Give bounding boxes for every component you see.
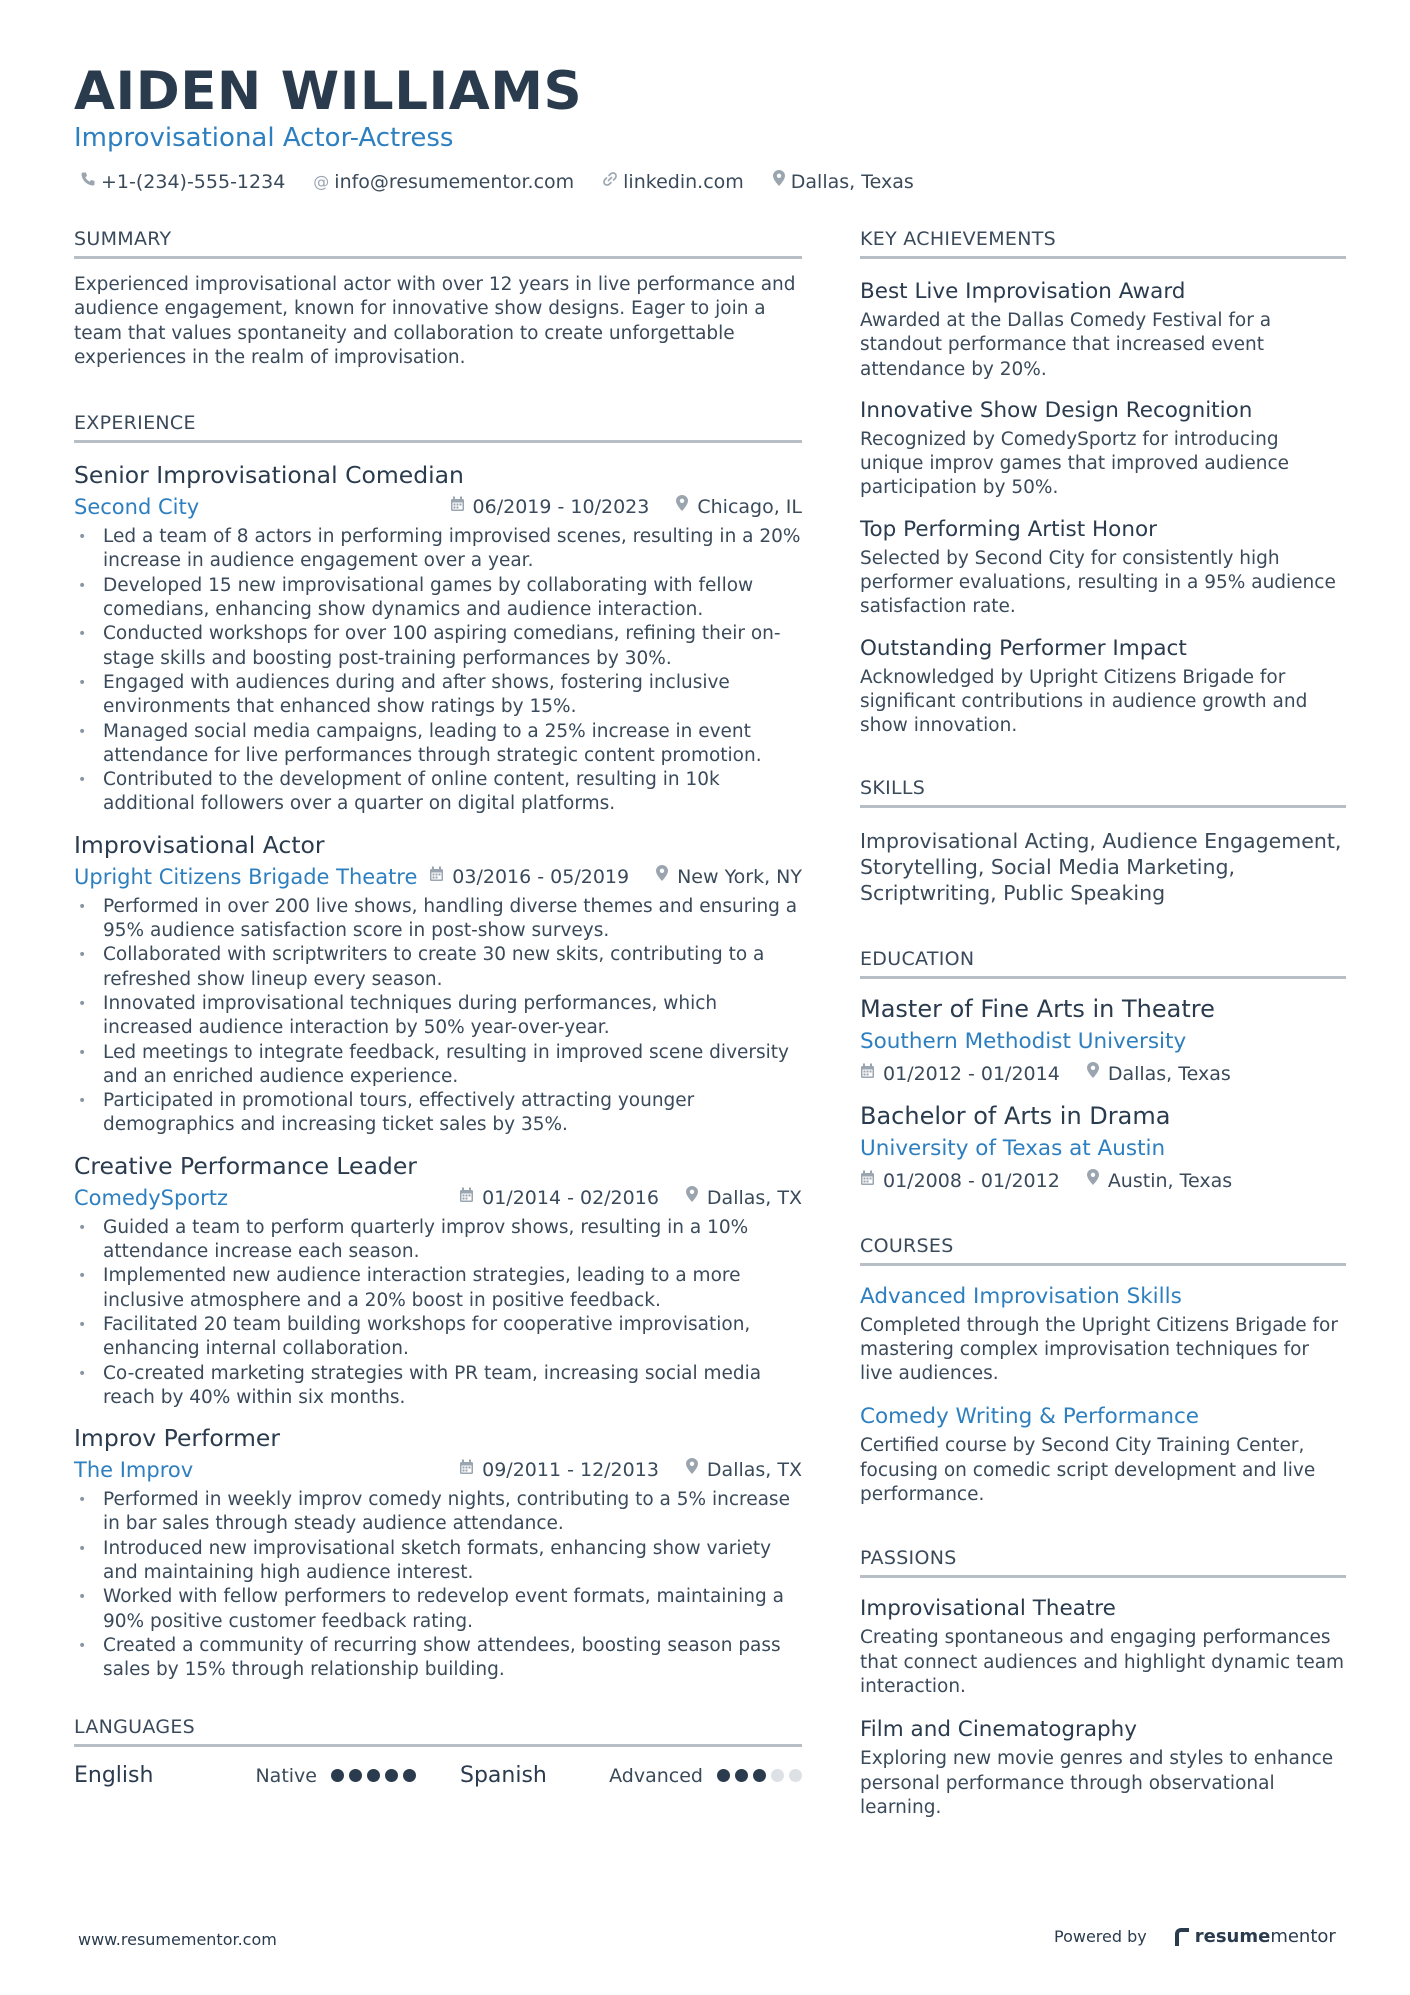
date-range <box>459 1182 659 1214</box>
date-range <box>450 491 650 523</box>
language-name: Spanish <box>460 1763 547 1789</box>
location-text: New York, NY <box>677 865 802 888</box>
date-text: 09/2011 - 12/2013 <box>482 1459 659 1482</box>
section-title-summary: SUMMARY <box>74 226 802 259</box>
proficiency-dot <box>331 1769 344 1782</box>
brand-bold: resume <box>1194 1926 1271 1947</box>
section-title-courses: COURSES <box>860 1233 1346 1266</box>
location-text: Chicago, IL <box>697 496 802 519</box>
brand-rest: mentor <box>1270 1926 1336 1947</box>
course-title: Comedy Writing & Performance <box>860 1404 1200 1430</box>
date-text: 01/2014 - 02/2016 <box>482 1186 659 1209</box>
contact-location <box>772 168 914 196</box>
date-text: 01/2012 - 01/2014 <box>883 1062 1060 1085</box>
passion-desc: Exploring new movie genres and styles to enhance personal performance through observational learning. <box>860 1748 1334 1818</box>
date-range <box>860 1058 1060 1090</box>
at-icon: @ <box>313 172 330 191</box>
bullet-item: • Managed social media campaigns, leading to a 25% increase in event attendance for live performances through strategic content promotion. <box>74 720 802 769</box>
education-entry <box>860 1100 1346 1197</box>
date-range <box>459 1454 659 1486</box>
language-level: Advanced <box>609 1764 703 1787</box>
passion-item <box>860 1715 1346 1820</box>
bullet-item: • Conducted workshops for over 100 aspiring comedians, refining their on-stage skills and boosting post-training performances by 30%. <box>74 622 802 671</box>
school-name: Southern Methodist University <box>860 1028 1187 1054</box>
job-meta <box>74 491 802 523</box>
footer-website[interactable]: www.resumementor.com <box>78 1930 277 1949</box>
meta-block <box>459 1454 802 1486</box>
calendar-icon <box>860 1058 875 1090</box>
degree-title: Master of Fine Arts in Theatre <box>860 994 1215 1023</box>
linkedin-text[interactable]: linkedin.com <box>623 171 744 193</box>
location <box>675 491 802 523</box>
skills-text: Improvisational Acting, Audience Engagement, Storytelling, Social Media Marketing, Scriptwriting, Public Speaking <box>860 828 1342 905</box>
brand-logo[interactable] <box>1175 1926 1336 1947</box>
date-text: 06/2019 - 10/2023 <box>472 496 650 519</box>
map-pin-icon <box>685 1454 699 1486</box>
experience-list <box>74 459 802 1682</box>
resumementor-logo-icon <box>1175 1928 1189 1946</box>
bullet-item: • Led meetings to integrate feedback, resulting in improved scene diversity and an enriched audience experience. <box>74 1041 802 1090</box>
bullet-item: • Collaborated with scriptwriters to create 30 new skits, contributing to a refreshed show lineup every season. <box>74 943 802 992</box>
bullet-item: • Introduced new improvisational sketch formats, enhancing show variety and maintaining high audience interest. <box>74 1537 802 1586</box>
location <box>1086 1165 1232 1197</box>
calendar-icon <box>429 861 444 893</box>
education-meta <box>860 1058 1346 1090</box>
bullet-item: • Performed in over 200 live shows, handling diverse themes and ensuring a 95% audience satisfaction score in post-show surveys. <box>74 895 802 944</box>
achievements-list <box>860 277 1346 739</box>
location <box>685 1454 802 1486</box>
location-text: Dallas, TX <box>706 1186 802 1209</box>
contact-phone <box>80 168 285 196</box>
contact-email[interactable] <box>313 168 574 196</box>
passion-desc: Creating spontaneous and engaging performances that connect audiences and highlight dynamic team interaction. <box>860 1627 1345 1697</box>
education-meta <box>860 1165 1346 1197</box>
bullet-item: • Co-created marketing strategies with PR team, increasing social media reach by 40% within six months. <box>74 1362 802 1411</box>
powered-by-text: Powered by <box>1054 1927 1147 1946</box>
map-pin-icon <box>655 861 669 893</box>
degree-title: Bachelor of Arts in Drama <box>860 1101 1171 1130</box>
location-text: Austin, Texas <box>1107 1169 1233 1192</box>
job-title: Improv Performer <box>74 1424 281 1453</box>
location <box>655 861 802 893</box>
calendar-icon <box>450 491 465 523</box>
experience-entry <box>74 459 802 817</box>
achievement-title: Best Live Improvisation Award <box>860 279 1186 304</box>
course-item <box>860 1282 1346 1387</box>
date-range <box>429 861 629 893</box>
education-list <box>860 993 1346 1197</box>
achievement-item <box>860 634 1346 739</box>
date-text: 01/2008 - 01/2012 <box>883 1169 1060 1192</box>
section-title-languages: LANGUAGES <box>74 1714 802 1747</box>
bullet-item: • Innovated improvisational techniques during performances, which increased audience interaction by 50% year-over-year. <box>74 992 802 1041</box>
calendar-icon <box>459 1182 474 1214</box>
experience-entry <box>74 1150 802 1410</box>
achievement-desc: Awarded at the Dallas Comedy Festival for a standout performance that increased event attendance by 20%. <box>860 310 1272 380</box>
left-column <box>74 226 802 1788</box>
job-title: Senior Improvisational Comedian <box>74 461 464 490</box>
location <box>685 1182 802 1214</box>
proficiency-dot <box>367 1769 380 1782</box>
language-item <box>460 1763 802 1788</box>
job-bullets <box>74 1488 802 1682</box>
map-pin-icon <box>772 168 786 196</box>
section-title-experience: EXPERIENCE <box>74 410 802 443</box>
bullet-item: • Developed 15 new improvisational games by collaborating with fellow comedians, enhancing show dynamics and audience interaction. <box>74 574 802 623</box>
job-meta <box>74 1454 802 1486</box>
link-icon <box>602 168 618 196</box>
achievement-title: Innovative Show Design Recognition <box>860 397 1253 423</box>
proficiency-dot <box>735 1769 748 1782</box>
proficiency-dot <box>403 1769 416 1782</box>
calendar-icon <box>459 1454 474 1486</box>
summary-text: Experienced improvisational actor with over 12 years in live performance and audience engagement, known for innovative show designs. Eager to join a team that values spontaneity and collaboration to create unforgettable experiences in the realm of improvisation. <box>74 274 796 368</box>
candidate-name: AIDEN WILLIAMS <box>74 61 583 122</box>
bullet-item: • Engaged with audiences during and after shows, fostering inclusive environments that enhanced show ratings by 15%. <box>74 671 802 720</box>
job-title: Creative Performance Leader <box>74 1151 417 1180</box>
email-text[interactable]: info@resumementor.com <box>334 171 575 193</box>
map-pin-icon <box>685 1182 699 1214</box>
date-text: 03/2016 - 05/2019 <box>452 865 630 888</box>
location-text: Dallas, TX <box>706 1459 802 1482</box>
footer-powered <box>1054 1926 1336 1947</box>
education-entry <box>860 993 1346 1090</box>
job-meta <box>74 1182 802 1214</box>
meta-block <box>429 861 802 893</box>
passions-list <box>860 1594 1346 1820</box>
language-level: Native <box>255 1764 317 1787</box>
achievement-desc: Acknowledged by Upright Citizens Brigade for significant contributions in audience growth and show innovation. <box>860 666 1308 737</box>
meta-block <box>860 1058 1231 1090</box>
bullet-item: • Contributed to the development of online content, resulting in 10k additional followers over a quarter on digital platforms. <box>74 768 802 817</box>
achievement-title: Outstanding Performer Impact <box>860 635 1187 661</box>
proficiency-dot <box>349 1769 362 1782</box>
bullet-item: • Implemented new audience interaction strategies, leading to a more inclusive atmosphere and a 20% boost in positive feedback. <box>74 1264 802 1313</box>
job-bullets <box>74 895 802 1138</box>
course-item <box>860 1402 1346 1507</box>
map-pin-icon <box>675 491 689 523</box>
section-title-skills: SKILLS <box>860 775 1346 808</box>
section-title-achievements: KEY ACHIEVEMENTS <box>860 226 1346 259</box>
job-title: Improvisational Actor <box>74 830 325 859</box>
job-meta <box>74 861 802 893</box>
achievement-item <box>860 277 1346 382</box>
right-column <box>860 226 1346 1820</box>
language-dots <box>331 1769 416 1782</box>
phone-text: +1-(234)-555-1234 <box>101 171 286 193</box>
language-dots <box>717 1769 802 1782</box>
experience-entry <box>74 1422 802 1682</box>
proficiency-dot <box>385 1769 398 1782</box>
school-name: University of Texas at Austin <box>860 1135 1166 1161</box>
achievement-desc: Selected by Second City for consistently high performer evaluations, resulting in a 95% audience satisfaction rate. <box>860 547 1336 618</box>
candidate-title: Improvisational Actor-Actress <box>74 123 454 153</box>
achievement-desc: Recognized by ComedySportz for introducing unique improv games that improved audience participation by 50%. <box>860 428 1290 499</box>
language-item <box>74 1763 416 1788</box>
location <box>1086 1058 1231 1090</box>
bullet-item: • Led a team of 8 actors in performing improvised scenes, resulting in a 20% increase in audience engagement over a year. <box>74 525 802 574</box>
company-name: ComedySportz <box>74 1185 229 1210</box>
date-range <box>860 1165 1060 1197</box>
proficiency-dot <box>789 1769 802 1782</box>
section-title-education: EDUCATION <box>860 946 1346 979</box>
language-name: English <box>74 1763 154 1789</box>
experience-entry <box>74 829 802 1138</box>
achievement-title: Top Performing Artist Honor <box>860 516 1157 542</box>
proficiency-dot <box>771 1769 784 1782</box>
section-title-passions: PASSIONS <box>860 1545 1346 1578</box>
meta-block <box>459 1182 802 1214</box>
job-bullets <box>74 1216 802 1410</box>
location-text: Dallas, Texas <box>790 171 914 193</box>
phone-icon <box>80 168 96 196</box>
bullet-item: • Participated in promotional tours, effectively attracting younger demographics and increasing ticket sales by 35%. <box>74 1089 802 1138</box>
proficiency-dot <box>753 1769 766 1782</box>
company-name: Upright Citizens Brigade Theatre <box>74 864 418 889</box>
map-pin-icon <box>1086 1165 1100 1197</box>
bullet-item: • Performed in weekly improv comedy nights, contributing to a 5% increase in bar sales through steady audience attendance. <box>74 1488 802 1537</box>
location-text: Dallas, Texas <box>1107 1062 1231 1085</box>
courses-list <box>860 1282 1346 1508</box>
meta-block <box>450 491 802 523</box>
course-desc: Certified course by Second City Training Center, focusing on comedic script development and live performance. <box>860 1435 1316 1506</box>
passion-item <box>860 1594 1346 1699</box>
proficiency-dot <box>717 1769 730 1782</box>
passion-title: Film and Cinematography <box>860 1717 1138 1743</box>
languages-list <box>74 1747 802 1788</box>
calendar-icon <box>860 1165 875 1197</box>
bullet-item: • Guided a team to perform quarterly improv shows, resulting in a 10% attendance increase each season. <box>74 1216 802 1265</box>
job-bullets <box>74 525 802 817</box>
course-desc: Completed through the Upright Citizens Brigade for mastering complex improvisation techniques for live audiences. <box>860 1314 1338 1385</box>
company-name: Second City <box>74 495 200 520</box>
contact-linkedin[interactable] <box>602 168 744 196</box>
map-pin-icon <box>1086 1058 1100 1090</box>
bullet-item: • Created a community of recurring show attendees, boosting season pass sales by 15% through relationship building. <box>74 1634 802 1683</box>
course-title: Advanced Improvisation Skills <box>860 1283 1182 1309</box>
passion-title: Improvisational Theatre <box>860 1596 1116 1622</box>
meta-block <box>860 1165 1232 1197</box>
contact-bar <box>80 168 914 196</box>
bullet-item: • Worked with fellow performers to redevelop event formats, maintaining a 90% positive customer feedback rating. <box>74 1585 802 1634</box>
company-name: The Improv <box>74 1458 194 1483</box>
bullet-item: • Facilitated 20 team building workshops for cooperative improvisation, enhancing internal collaboration. <box>74 1313 802 1362</box>
achievement-item <box>860 396 1346 501</box>
achievement-item <box>860 515 1346 620</box>
